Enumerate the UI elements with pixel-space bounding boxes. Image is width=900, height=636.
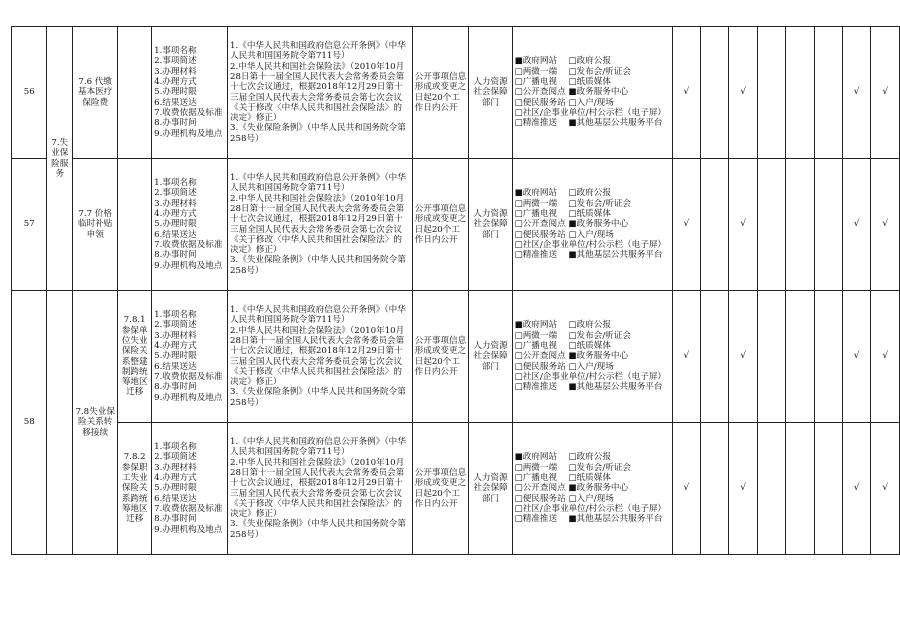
item-name: 7.8失业保险关系转移接续 [73, 291, 118, 555]
row58b-channels [512, 423, 672, 555]
category-cell-empty [47, 291, 73, 555]
row58b-content-items-line: 7.收费依据及标准 [154, 503, 223, 514]
row56-content-items-line: 1.事项名称 [154, 46, 197, 57]
row56-content-items-line: 9.办理机构及地点 [154, 128, 223, 139]
row58a-content-items-line: 8.办事时间 [154, 382, 197, 393]
row57-content-items-line: 6.结果送达 [154, 229, 197, 240]
row57-basis [228, 159, 413, 291]
row58b-basis-line: 1.《中华人民共和国政府信息公开条例》（中华人民共和国国务院令第711号） [230, 437, 406, 458]
row56-channels-line: □精准推送 ■其他基层公共服务平台 [514, 118, 663, 129]
row56-basis-line: 1.《中华人民共和国政府信息公开条例》（中华人民共和国国务院令第711号） [230, 41, 406, 62]
row58a-content-items [152, 291, 228, 423]
row58b-department: 人力资源社会保障部门 [469, 423, 512, 555]
row58b-col-9: √ [672, 423, 700, 555]
row57-time-limit: 公开事项信息形成或变更之日起20个工作日内公开 [412, 159, 469, 291]
row58a-basis [228, 291, 413, 423]
row58b-col-13 [786, 423, 814, 555]
row56-time-limit: 公开事项信息形成或变更之日起20个工作日内公开 [412, 27, 469, 159]
row56-content-items-line: 7.收费依据及标准 [154, 107, 223, 118]
row57-col-10 [701, 159, 729, 291]
row56-channels-line: □两微一端 □发布会/听证会 [514, 66, 631, 77]
row58b-content-items-line: 9.办理机构及地点 [154, 524, 223, 535]
row58a-basis-line: 3.《失业保险条例》（中华人民共和国务院令第258号） [230, 387, 406, 408]
row58b-basis [228, 423, 413, 555]
row57-channels-line: □便民服务站 □入户/现场 [514, 229, 614, 240]
row56-col-15: √ [842, 27, 870, 159]
row58a-col-12 [757, 291, 785, 423]
row58a-content-items-line: 3.办理材料 [154, 330, 197, 341]
row56-basis-line: 3.《失业保险条例》（中华人民共和国务院令第 258号） [230, 123, 406, 144]
row56-content-items-line: 5.办理时限 [154, 87, 197, 98]
row57-channels-line: □社区/企事业单位/村公示栏（电子屏） [514, 239, 667, 250]
row56-content-items [152, 27, 228, 159]
row58a-content-items-line: 7.收费依据及标准 [154, 371, 223, 382]
row58b-basis-line: 2.中华人民共和国社会保险法》（2010年10月28日第十一届全国人民代表大会常务委员会第十七次会议通过，根据2018年12月29日第十三届全国人民代表大会常务委员会第七次会议《关于修改〈中华人民共和国社会保险法〉的决定》修正） [230, 457, 405, 520]
row57-col-9: √ [672, 159, 700, 291]
row58a-col-15: √ [842, 291, 870, 423]
row-number: 56 [12, 27, 47, 159]
row58a-channels-line: □精准推送 ■其他基层公共服务平台 [514, 382, 663, 393]
row58b-content-items-line: 5.办理时限 [154, 483, 197, 494]
disclosure-table [11, 26, 900, 555]
sub-item [118, 27, 152, 159]
row57-channels-line: □两微一端 □发布会/听证会 [514, 198, 631, 209]
row58b-channels-line: □精准推送 ■其他基层公共服务平台 [514, 514, 663, 525]
row58a-channels-line: □便民服务站 □入户/现场 [514, 361, 614, 372]
row58a-channels [512, 291, 672, 423]
row58a-channels-line: □公开查阅点 ■政务服务中心 [514, 351, 629, 362]
row57-content-items-line: 4.办理方式 [154, 209, 197, 220]
row57-content-items-line: 1.事项名称 [154, 178, 197, 189]
row57-col-12 [757, 159, 785, 291]
row57-basis-line: 3.《失业保险条例》（中华人民共和国务院令第 258号） [230, 255, 406, 276]
row-number: 57 [12, 159, 47, 291]
row58a-col-10 [701, 291, 729, 423]
row58a-col-9: √ [672, 291, 700, 423]
row56-content-items-line: 2.事项简述 [154, 56, 197, 67]
row58b-content-items-line: 3.办理材料 [154, 462, 197, 473]
row56-channels-line: □便民服务站 □入户/现场 [514, 97, 614, 108]
row57-col-14 [814, 159, 842, 291]
row57-channels-line: □精准推送 ■其他基层公共服务平台 [514, 250, 663, 261]
row56-col-12 [757, 27, 785, 159]
row58a-col-16: √ [871, 291, 900, 423]
row58a-channels-line: ■政府网站 □政府公报 [514, 320, 611, 331]
row58a-channels-line: □两微一端 □发布会/听证会 [514, 330, 631, 341]
row57-col-15: √ [842, 159, 870, 291]
row57-col-13 [786, 159, 814, 291]
row58b-content-items-line: 8.办事时间 [154, 514, 197, 525]
row58b-basis-line: 3.《失业保险条例》（中华人民共和国务院令第258号） [230, 519, 406, 540]
row56-col-14 [814, 27, 842, 159]
row58b-content-items-line: 2.事项简述 [154, 452, 197, 463]
row58b-channels-line: □便民服务站 □入户/现场 [514, 493, 614, 504]
row56-col-11: √ [729, 27, 757, 159]
row56-basis [228, 27, 413, 159]
row58a-col-13 [786, 291, 814, 423]
row57-channels-line: □广播电视 □纸质媒体 [514, 209, 611, 220]
row58b-col-14 [814, 423, 842, 555]
row58b-col-11: √ [729, 423, 757, 555]
row57-content-items [152, 159, 228, 291]
row56-channels-line: ■政府网站 □政府公报 [514, 56, 611, 67]
row56-department: 人力资源社会保障部门 [469, 27, 512, 159]
row56-col-10 [701, 27, 729, 159]
row58b-col-12 [757, 423, 785, 555]
row58a-content-items-line: 1.事项名称 [154, 310, 197, 321]
row58a-content-items-line: 4.办理方式 [154, 341, 197, 352]
item-name: 7.6 代缴基本医疗保险费 [73, 27, 118, 159]
sub-item: 7.8.1参保单位失业保险关系整建制跨统筹地区迁移 [118, 291, 152, 423]
row56-content-items-line: 4.办理方式 [154, 77, 197, 88]
sub-item [118, 159, 152, 291]
row58a-content-items-line: 6.结果送达 [154, 361, 197, 372]
row58a-content-items-line: 9.办理机构及地点 [154, 392, 223, 403]
row58a-col-14 [814, 291, 842, 423]
row56-channels [512, 27, 672, 159]
row58a-channels-line: □广播电视 □纸质媒体 [514, 341, 611, 352]
row58b-channels-line: □广播电视 □纸质媒体 [514, 473, 611, 484]
row-number: 58 [12, 291, 47, 555]
row58a-content-items-line: 2.事项简述 [154, 320, 197, 331]
row56-col-9: √ [672, 27, 700, 159]
row56-channels-line: □广播电视 □纸质媒体 [514, 77, 611, 88]
row58b-channels-line: □两微一端 □发布会/听证会 [514, 462, 631, 473]
row58b-content-items-line: 4.办理方式 [154, 473, 197, 484]
row58a-col-11: √ [729, 291, 757, 423]
row58b-channels-line: □社区/企事业单位/村公示栏（电子屏） [514, 503, 667, 514]
category-cell: 7.失业保险服务 [47, 27, 73, 291]
row58a-time-limit: 公开事项信息形成或变更之日起20个工作日内公开 [412, 291, 469, 423]
sub-item: 7.8.2参保职工失业保险关系跨统筹地区迁移 [118, 423, 152, 555]
row58b-content-items [152, 423, 228, 555]
row58b-col-15: √ [842, 423, 870, 555]
row57-channels-line: ■政府网站 □政府公报 [514, 188, 611, 199]
row57-content-items-line: 9.办理机构及地点 [154, 260, 223, 271]
row58b-channels-line: ■政府网站 □政府公报 [514, 452, 611, 463]
item-name: 7.7 价格临时补贴申领 [73, 159, 118, 291]
row58a-basis-line: 1.《中华人民共和国政府信息公开条例》（中华人民共和国国务院令第711号） [230, 305, 406, 326]
row56-content-items-line: 8.办事时间 [154, 118, 197, 129]
row56-channels-line: □社区/企事业单位/村公示栏（电子屏） [514, 107, 667, 118]
row57-content-items-line: 3.办理材料 [154, 198, 197, 209]
row58b-col-16: √ [871, 423, 900, 555]
row57-basis-line: 1.《中华人民共和国政府信息公开条例》（中华人民共和国国务院令第711号） [230, 173, 406, 194]
row57-content-items-line: 7.收费依据及标准 [154, 239, 223, 250]
row58a-content-items-line: 5.办理时限 [154, 351, 197, 362]
row57-col-11: √ [729, 159, 757, 291]
row56-content-items-line: 6.结果送达 [154, 97, 197, 108]
row57-col-16: √ [871, 159, 900, 291]
row57-content-items-line: 5.办理时限 [154, 219, 197, 230]
row58b-col-10 [701, 423, 729, 555]
row57-channels [512, 159, 672, 291]
row56-col-13 [786, 27, 814, 159]
row56-channels-line: □公开查阅点 ■政务服务中心 [514, 87, 629, 98]
row58a-channels-line: □社区/企事业单位/村公示栏（电子屏） [514, 371, 667, 382]
row58b-content-items-line: 1.事项名称 [154, 442, 197, 453]
row57-content-items-line: 8.办事时间 [154, 250, 197, 261]
row58b-time-limit: 公开事项信息形成或变更之日起20个工作日内公开 [412, 423, 469, 555]
row57-department: 人力资源社会保障部门 [469, 159, 512, 291]
row58a-department: 人力资源社会保障部门 [469, 291, 512, 423]
row57-channels-line: □公开查阅点 ■政务服务中心 [514, 219, 629, 230]
row58b-channels-line: □公开查阅点 ■政务服务中心 [514, 483, 629, 494]
row56-content-items-line: 3.办理材料 [154, 66, 197, 77]
row57-content-items-line: 2.事项简述 [154, 188, 197, 199]
row57-basis-line: 2.中华人民共和国社会保险法》（2010年10月28日第十一届全国人民代表大会常务委员会第十七次会议通过，根据2018年12月29日第十三届全国人民代表大会常务委员会第七次会议《关于修改〈中华人民共和国社会保险法〉的决定》修正） [230, 193, 405, 256]
row56-basis-line: 2.中华人民共和国社会保险法》（2010年10月28日第十一届全国人民代表大会常务委员会第十七次会议通过，根据2018年12月29日第十三届全国人民代表大会常务委员会第七次会议《关于修改〈中华人民共和国社会保险法〉的决定》修正） [230, 61, 405, 124]
row56-col-16: √ [871, 27, 900, 159]
row58b-content-items-line: 6.结果送达 [154, 493, 197, 504]
row58a-basis-line: 2.中华人民共和国社会保险法》（2010年10月28日第十一届全国人民代表大会常务委员会第十七次会议通过，根据2018年12月29日第十三届全国人民代表大会常务委员会第七次会议《关于修改〈中华人民共和国社会保险法〉的决定》修正） [230, 325, 405, 388]
